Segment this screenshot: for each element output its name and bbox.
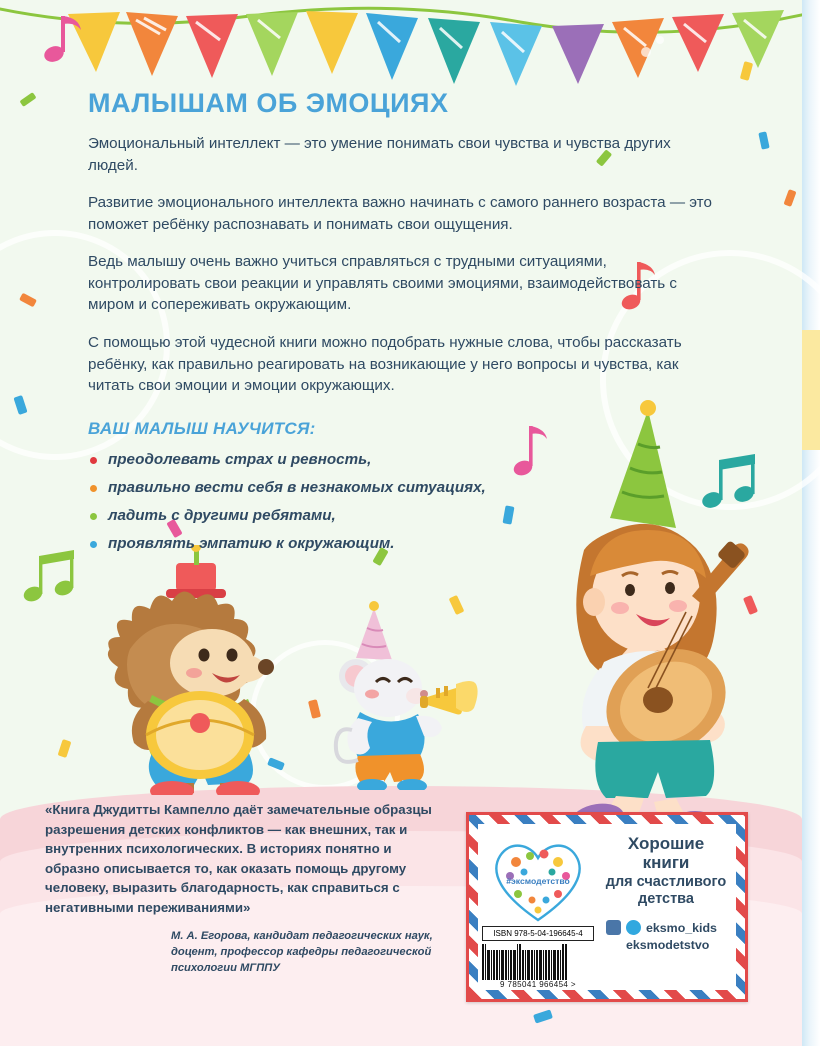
stamp-label: #эксмодетство [506, 876, 570, 886]
social-links [600, 920, 732, 952]
quote-attribution: М. А. Егорова, кандидат педагогических наук, доцент, профессор кафедры педагогической психологии МГППУ [171, 930, 433, 974]
back-cover-text [88, 88, 718, 563]
mouse-with-trumpet-illustration [312, 600, 492, 790]
list-item-label: проявлять эмпатию к окружающим. [108, 534, 395, 552]
confetti [58, 739, 72, 758]
page-title: МАЛЫШАМ ОБ ЭМОЦИЯХ [88, 88, 449, 118]
paragraph: Эмоциональный интеллект — это умение понимать свои чувства и чувства других людей. [88, 135, 671, 174]
section-subtitle: ВАШ МАЛЫШ НАУЧИТСЯ: [88, 418, 316, 438]
imprint-left-column [478, 824, 596, 990]
imprint-right-column [596, 824, 736, 990]
slogan-line-3: для счастливого [605, 874, 727, 891]
bullet-dot-icon [90, 457, 97, 464]
paragraph: Ведь малышу очень важно учиться справляться с трудными ситуациями, контролировать свои реакции и управлять своими эмоциями, взаимодействовать с миром и сопереживать окружающим. [88, 253, 678, 314]
telegram-icon[interactable] [626, 920, 641, 935]
envelope-inner [478, 824, 736, 990]
review-quote-block [45, 800, 445, 977]
slogan-line-4: детства [638, 891, 694, 908]
list-item-label: преодолевать страх и ревность, [108, 450, 372, 468]
vk-icon[interactable] [606, 920, 621, 935]
list-item-label: правильно вести себя в незнакомых ситуациях, [108, 478, 486, 496]
slogan-line-1: Хорошие [627, 834, 705, 853]
music-note-icon [22, 548, 84, 608]
benefits-list [88, 451, 718, 552]
spine-strip [802, 0, 820, 1046]
list-item [88, 535, 718, 552]
bullet-dot-icon [90, 485, 97, 492]
quote-text: «Книга Джудитты Кампелло даёт замечательные образцы разрешения детских конфликтов — как внешних, так и внутренних психологических. В историях понятно и образно описывается то, как оказать помощь другому человеку, выразить благодарность, как справиться с негативными переживаниями» [45, 802, 432, 915]
isbn-text: ISBN 978-5-04-196645-4 [482, 926, 594, 941]
social-row[interactable] [606, 920, 717, 935]
paragraph: Развитие эмоционального интеллекта важно начинать с самого раннего возраста — это поможет ребёнку распознавать и понимать свои ощущения. [88, 194, 712, 233]
isbn-barcode [482, 944, 594, 989]
list-item [88, 507, 718, 524]
party-garland [0, 0, 802, 95]
list-item [88, 479, 718, 496]
publisher-imprint-card [466, 812, 748, 1002]
bullet-dot-icon [90, 541, 97, 548]
list-item [88, 451, 718, 468]
social-handle-telegram: eksmodetstvo [626, 938, 710, 953]
eksmodetstvo-heart-stamp [486, 832, 590, 924]
list-item-label: ладить с другими ребятами, [108, 506, 336, 524]
barcode-digits: 9 785041 966454 > [500, 980, 576, 989]
confetti [784, 189, 797, 207]
social-handle-vk: eksmo_kids [646, 920, 717, 935]
paragraph: С помощью этой чудесной книги можно подобрать нужные слова, чтобы рассказать ребёнку, как правильно реагировать на возникающие у него вопросы и чувства, как читать свои эмоции и эмоции окружающих. [88, 334, 682, 395]
confetti [758, 131, 769, 149]
slogan-line-2: книги [642, 853, 690, 873]
hedgehog-with-drum-illustration [78, 545, 308, 795]
music-note-icon [42, 10, 88, 68]
bullet-dot-icon [90, 513, 97, 520]
